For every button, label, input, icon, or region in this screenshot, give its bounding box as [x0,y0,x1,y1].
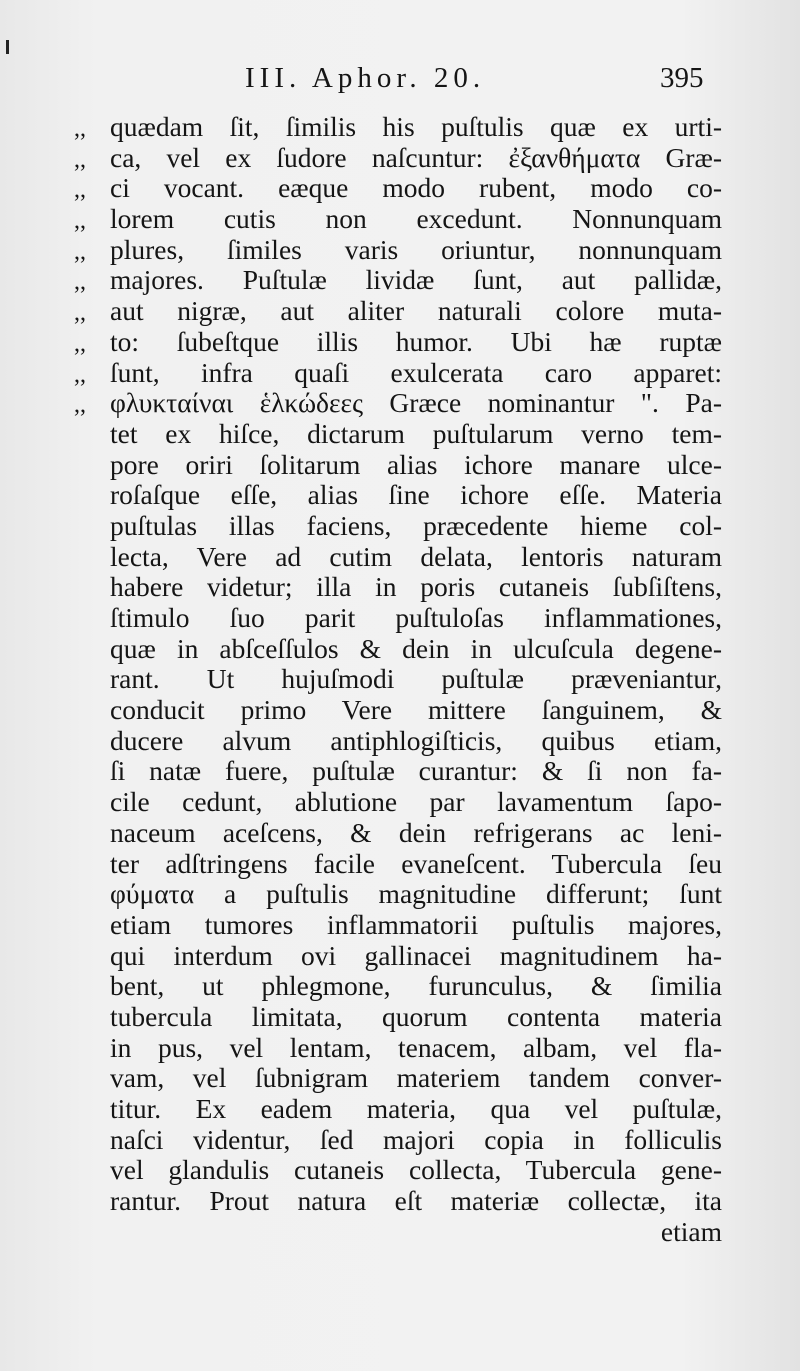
text-line [74,388,722,419]
line-text: tet ex hiſce, dictarum puſtularum verno tem- [110,418,722,449]
line-text: plures, ſimiles varis oriuntur, nonnunquam [110,234,722,265]
catchword-line [74,1217,722,1248]
quote-mark: ,, [74,146,86,173]
running-head: III. Aphor. 20. [245,62,486,94]
line-text: in pus, vel lentam, tenacem, albam, vel fla- [110,1032,722,1063]
text-line [74,787,722,818]
page-number: 395 [660,62,704,94]
text-line [74,1063,722,1094]
line-text: pore oriri ſolitarum alias ichore manare ulce- [110,449,722,480]
text-line [74,818,722,849]
line-text: to: ſubeſtque illis humor. Ubi hæ ruptæ [110,326,722,357]
quote-mark: ,, [74,208,86,235]
text-line [74,143,722,174]
text-line [74,634,722,665]
catchword: etiam [660,1216,722,1247]
quote-mark: ,, [74,269,86,296]
line-text: φύματα a puſtulis magnitudine differunt; ſunt [110,879,722,910]
text-line [74,664,722,695]
line-text: qui interdum ovi gallinacei magnitudinem ha- [110,940,722,971]
line-text: naceum aceſcens, & dein refrigerans ac leni- [110,817,722,848]
quote-mark: ,, [74,116,86,142]
line-text: cile cedunt, ablutione par lavamentum ſapo- [110,787,722,818]
text-line [74,204,722,235]
text-line [74,173,722,204]
text-line [74,1155,722,1186]
text-line [74,1094,722,1125]
text-line [74,480,722,511]
text-line [74,971,722,1002]
text-line [74,265,722,296]
text-line [74,358,722,389]
line-text: ſunt, infra quaſi exulcerata caro apparet: [110,357,722,388]
text-line [74,879,722,910]
line-text: aut nigræ, aut aliter naturali colore muta- [110,296,722,327]
quote-mark: ,, [74,238,86,265]
line-text: rantur. Prout natura eſt materiæ collectæ, ita [110,1186,722,1217]
line-text: habere videtur; illa in poris cutaneis ſubſiſtens, [110,572,722,603]
line-text: tubercula limitata, quorum contenta materia [110,1001,722,1032]
line-text: ci vocant. eæque modo rubent, modo co- [110,173,722,204]
text-line [74,296,722,327]
line-text: conducit primo Vere mittere ſanguinem, & [110,695,722,726]
line-text: roſaſque eſſe, alias ſine ichore eſſe. Materia [110,480,722,511]
page-header [0,62,800,102]
text-line [74,419,722,450]
line-text: naſci videntur, ſed majori copia in folliculis [110,1124,722,1155]
line-text: etiam tumores inflammatorii puſtulis majores, [110,909,722,940]
text-line [74,1033,722,1064]
line-text: ca, vel ex ſudore naſcuntur: ἐξανθήματα Græ- [110,142,722,173]
line-text: φλυκταίναι ἑλκώδεες Græce nominantur ". Pa- [110,388,722,419]
line-text: majores. Puſtulæ lividæ ſunt, aut pallidæ, [110,265,722,296]
line-text: quæ in abſceſſulos & dein in ulcuſcula degene- [110,633,722,664]
text-line [74,603,722,634]
text-line [74,542,722,573]
text-line [74,849,722,880]
text-line [74,112,722,143]
quote-mark: ,, [74,300,86,327]
line-text: ſi natæ fuere, puſtulæ curantur: & ſi non fa- [110,756,722,787]
text-line [74,235,722,266]
line-text: ducere alvum antiphlogiſticis, quibus etiam, [110,725,722,756]
line-text: lecta, Vere ad cutim delata, lentoris naturam [110,541,722,572]
line-text: titur. Ex eadem materia, qua vel puſtulæ, [110,1094,722,1124]
quote-mark: ,, [74,361,86,388]
line-text: vam, vel ſubnigram materiem tandem conver- [110,1063,722,1094]
text-line [74,726,722,757]
line-text: ſtimulo ſuo parit puſtuloſas inflammationes, [110,603,722,633]
text-line [74,756,722,787]
text-line [74,941,722,972]
text-line [74,1125,722,1156]
line-text: puſtulas illas faciens, præcedente hieme col- [110,510,722,541]
text-line [74,511,722,542]
quote-mark: ,, [74,392,86,419]
line-text: bent, ut phlegmone, furunculus, & ſimilia [110,971,722,1002]
line-text: ter adſtringens facile evaneſcent. Tubercula ſeu [110,848,722,879]
line-text: rant. Ut hujuſmodi puſtulæ præveniantur, [110,664,722,695]
quote-mark: ,, [74,330,86,357]
quote-mark: ,, [74,177,86,204]
text-line [74,327,722,358]
text-line [74,1002,722,1033]
text-line [74,572,722,603]
line-text: lorem cutis non excedunt. Nonnunquam [110,204,722,235]
line-text: quædam ſit, ſimilis his puſtulis quæ ex urti- [110,112,722,142]
text-line [74,910,722,941]
line-text: vel glandulis cutaneis collecta, Tubercula gene- [110,1155,722,1186]
text-line [74,450,722,481]
text-line [74,1186,722,1217]
page-edge-mark [6,40,9,54]
text-line [74,695,722,726]
body-text [74,112,722,1247]
